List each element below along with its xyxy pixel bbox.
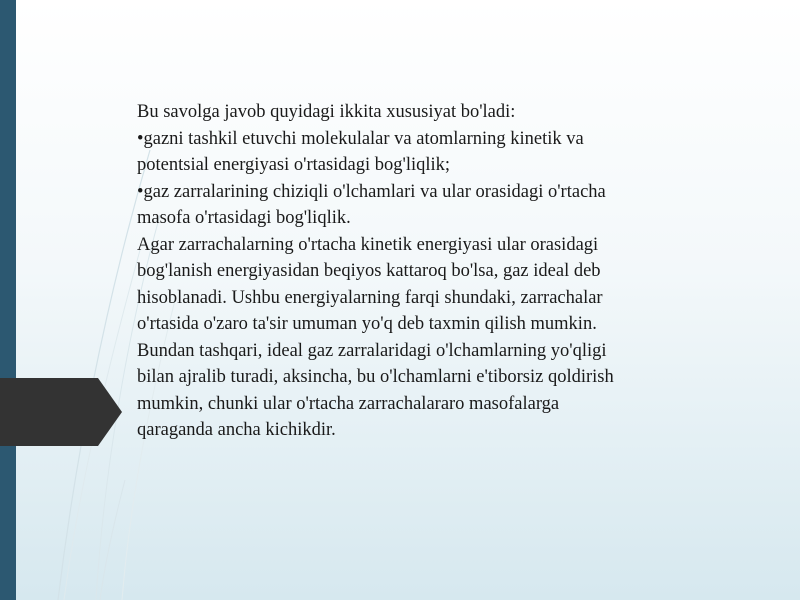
text-line: Agar zarrachalarning o'rtacha kinetik energiyasi ular orasidagi [137,234,599,255]
bullet-line: •gazni tashkil etuvchi molekulalar va atomlarning kinetik va [137,128,584,149]
arrow-tab-shape [0,378,122,446]
text-line: hisoblanadi. Ushbu energiyalarning farqi shundaki, zarrachalar [137,287,603,308]
slide-text-body [137,99,737,444]
text-line: qaraganda ancha kichikdir. [137,420,336,440]
text-line: mumkin, chunki ular o'rtacha zarrachalararo masofalarga [137,393,560,414]
arrow-tab-fill [0,378,122,446]
text-line: Bu savolga javob quyidagi ikkita xususiyat bo'ladi: [137,102,516,122]
text-line: Bundan tashqari, ideal gaz zarralaridagi o'lchamlarning yo'qligi [137,340,607,361]
text-line: bilan ajralib turadi, aksincha, bu o'lchamlarni e'tiborsiz qoldirish [137,367,614,387]
bullet-line: •gaz zarralarining chiziqli o'lchamlari va ular orasidagi o'rtacha [137,181,606,202]
text-line: masofa o'rtasidagi bog'liqlik. [137,208,351,228]
text-line: bog'lanish energiyasidan beqiyos kattaroq bo'lsa, gaz ideal deb [137,261,601,281]
text-line: o'rtasida o'zaro ta'sir umuman yo'q deb taxmin qilish mumkin. [137,314,597,334]
text-line: potentsial energiyasi o'rtasidagi bog'liqlik; [137,155,451,175]
